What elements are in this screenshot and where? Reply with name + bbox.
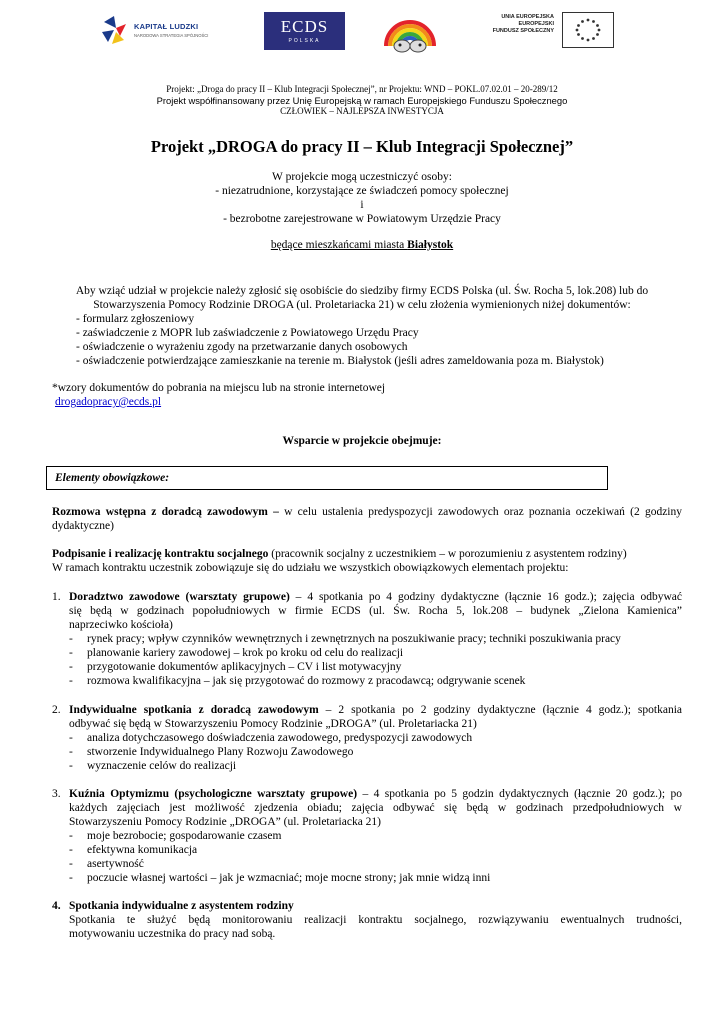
item3-bullet-2: - efektywna komunikacja (69, 844, 198, 856)
kapital-ludzki-sub: NARODOWA STRATEGIA SPÓJNOŚCI (134, 33, 209, 38)
resident-prefix: będące mieszkańcami miasta (270, 239, 408, 251)
apply-note: *wzory dokumentów do pobrania na miejscu lub na stronie internetowej (52, 382, 386, 394)
item1-number: 1. (52, 591, 61, 603)
item4-line2: motywowaniu uczestnika do pracy nad sobą. (69, 928, 276, 940)
item2-line2: odbywać się będą w Stowarzyszeniu Pomocy Rodzinie „DROGA” (ul. Proletariacka 21) (69, 718, 477, 730)
item1-bullet-3: - przygotowanie dokumentów aplikacyjnych – CV i list motywacyjny (69, 661, 402, 673)
resident-city: Białystok (407, 239, 454, 251)
mandatory-elements-label: Elementy obowiązkowe: (55, 472, 170, 484)
interview-line1 (52, 505, 682, 519)
eligibility-item2: - bezrobotne zarejestrowane w Powiatowym Urzędzie Pracy (223, 213, 501, 225)
item3-number: 3. (52, 788, 61, 800)
contact-email-row (55, 395, 161, 409)
eu-logo-text (480, 14, 554, 35)
kapital-ludzki-logo (100, 8, 228, 54)
item2-bullet-3: - wyznaczenie celów do realizacji (69, 760, 237, 772)
mandatory-elements-box (46, 466, 608, 490)
item1-bold: Doradztwo zawodowe (warsztaty grupowe) (69, 591, 290, 603)
ecds-logo-sub: POLSKA (288, 38, 321, 44)
support-heading: Wsparcie w projekcie obejmuje: (282, 435, 442, 447)
apply-doc-1: - formularz zgłoszeniowy (76, 313, 195, 325)
apply-doc-3: - oświadczenie o wyrażeniu zgody na przetwarzanie danych osobowych (76, 341, 408, 353)
contract-bold: Podpisanie i realizację kontraktu socjalnego (52, 548, 269, 560)
item1-line1 (69, 590, 682, 604)
item2-bullet-2: - stworzenie Indywidualnego Plany Rozwoju Zawodowego (69, 746, 354, 758)
eu-logo-line2: EUROPEJSKI (518, 21, 554, 27)
item2-rest1: – 2 spotkania po 2 godziny dydaktyczne (łącznie 4 godz.); spotkania (318, 704, 682, 716)
item3-bullet-4: - poczucie własnej wartości – jak je wzmacniać; moje mocne strony; jak mnie widzą inni (69, 872, 491, 884)
project-header-line3: CZŁOWIEK – NAJLEPSZA INWESTYCJA (280, 106, 444, 116)
kapital-ludzki-name: KAPITAŁ LUDZKI (134, 22, 199, 31)
item1-bullet-4: - rozmowa kwalifikacyjna – jak się przygotować do rozmowy z pracodawcą; odgrywanie scenek (69, 675, 526, 687)
rainbow-logo-icon (380, 6, 440, 56)
apply-doc-2: - zaświadczenie z MOPR lub zaświadczenie z Powiatowego Urzędu Pracy (76, 327, 419, 339)
eu-logo (480, 10, 612, 56)
eu-flag-icon (562, 12, 614, 48)
kapital-ludzki-star-icon (100, 14, 130, 46)
eligibility-intro: W projekcie mogą uczestniczyć osoby: (272, 171, 452, 183)
project-header-line1: Projekt: „Droga do pracy II – Klub Integracji Społecznej”, nr Projektu: WND – POKL.07.02.01 – 20-289/12 (166, 84, 558, 94)
item3-rest1: – 4 spotkania po 5 godzin dydaktycznych (łącznie 20 godz.); po (357, 788, 682, 800)
eligibility-item1: - niezatrudnione, korzystające ze świadczeń pomocy społecznej (215, 185, 509, 197)
item1-line2: się będą w godzinach popołudniowych w firmie ECDS (ul. Św. Rocha 5, lok.208 – budynek „Zielona Kamienica” (69, 605, 682, 617)
contract-line2: W ramach kontraktu uczestnik zobowiązuje się do udziału we wszystkich obowiązkowych elementach projektu: (52, 562, 569, 574)
apply-doc-4: - oświadczenie potwierdzające zamieszkanie na terenie m. Białystok (jeśli adres zameldowania poza m. Białystok) (76, 355, 604, 367)
item3-line2: każdych zajęciach jest możliwość zjedzenia obiadu; zajęcia odbywać się będą w godzinach przedpołudniowych w (69, 802, 682, 814)
interview-rest1: w celu ustalenia predyspozycji zawodowych oraz poznania oczekiwań (2 godziny (278, 506, 682, 518)
interview-bold: Rozmowa wstępna z doradcą zawodowym – (52, 506, 279, 518)
item1-bullet-2: - planowanie kariery zawodowej – krok po kroku od celu do realizacji (69, 647, 404, 659)
eu-logo-line3: FUNDUSZ SPOŁECZNY (492, 28, 554, 34)
item4-title: Spotkania indywidualne z asystentem rodziny (69, 900, 294, 912)
item4-number: 4. (52, 900, 61, 912)
project-header-line2: Projekt współfinansowany przez Unię Europejską w ramach Europejskiego Funduszu Społecznego (156, 95, 568, 106)
item2-line1 (69, 703, 682, 717)
contact-email-link[interactable]: drogadopracy@ecds.pl (55, 396, 162, 408)
item4-line1: Spotkania te służyć będą monitorowaniu realizacji kontraktu socjalnego, rozwiązywaniu ewentualnych trudności, (69, 914, 682, 926)
eu-logo-line1: UNIA EUROPEJSKA (501, 14, 554, 20)
eligibility-conj: i (360, 199, 364, 211)
item3-bullet-3: - asertywność (69, 858, 144, 870)
eligibility-resident (0, 238, 724, 252)
item2-bold: Indywidualne spotkania z doradcą zawodowym (69, 704, 319, 716)
item3-line1 (69, 787, 682, 801)
contract-line1 (52, 547, 627, 561)
item1-bullet-1: - rynek pracy; wpływ czynników wewnętrznych i zewnętrznych na poszukiwanie pracy; techniki poszukiwania pracy (69, 633, 621, 645)
item2-bullet-1: - analiza dotychczasowego doświadczenia zawodowego, predyspozycji zawodowych (69, 732, 473, 744)
interview-line2: dydaktyczne) (52, 520, 114, 532)
page-title: Projekt „DROGA do pracy II – Klub Integracji Społecznej” (150, 137, 574, 156)
apply-line2: Stowarzyszenia Pomocy Rodzinie DROGA (ul. Proletariacka 21) w celu złożenia wymienionych niżej dokumentów: (93, 299, 631, 311)
ecds-logo (264, 12, 345, 50)
item3-bullet-1: - moje bezrobocie; gospodarowanie czasem (69, 830, 282, 842)
item3-bold: Kuźnia Optymizmu (psychologiczne warsztaty grupowe) (69, 788, 358, 800)
item2-number: 2. (52, 704, 61, 716)
item3-line3: Stowarzyszeniu Pomocy Rodzinie „DROGA” (ul. Proletariacka 21) (69, 816, 382, 828)
logo-bar (0, 0, 724, 70)
item1-rest1: – 4 spotkania po 4 godziny dydaktyczne (łącznie 16 godz.); zajęcia odbywać (289, 591, 682, 603)
contract-rest: (pracownik socjalny z uczestnikiem – w porozumieniu z asystentem rodziny) (268, 548, 627, 560)
item1-line3: naprzeciwko kościoła) (69, 619, 173, 631)
ecds-logo-name: ECDS (280, 17, 329, 36)
apply-line1: Aby wziąć udział w projekcie należy zgłosić się osobiście do siedziby firmy ECDS Polska (ul. Św. Rocha 5, lok.208) lub do (75, 285, 649, 297)
